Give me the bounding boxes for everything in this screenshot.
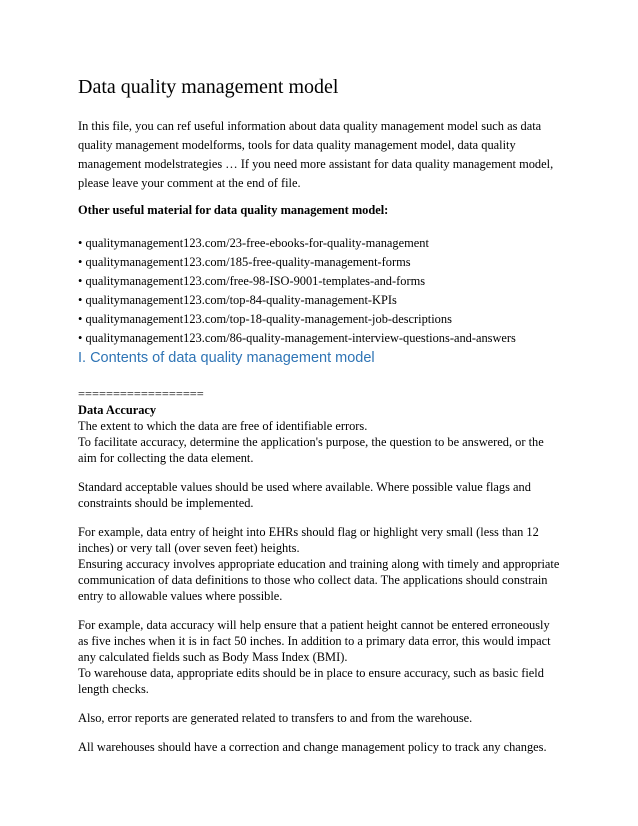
accuracy-line: length checks. (78, 682, 149, 696)
intro-line: quality management modelforms, tools for data quality management model, data quality (78, 138, 516, 152)
link-item[interactable]: • qualitymanagement123.com/top-18-quality-management-job-descriptions (78, 310, 564, 329)
links-list (78, 234, 564, 348)
accuracy-line: To warehouse data, appropriate edits should be in place to ensure accuracy, such as basic field (78, 666, 544, 680)
link-item[interactable]: • qualitymanagement123.com/86-quality-management-interview-questions-and-answers (78, 329, 564, 348)
accuracy-line: entry to allowable values where possible. (78, 589, 283, 603)
accuracy-line: as five inches when it is in fact 50 inches. In addition to a primary data error, this would impact (78, 634, 551, 648)
accuracy-line: aim for collecting the data element. (78, 451, 254, 465)
link-item[interactable]: • qualitymanagement123.com/185-free-quality-management-forms (78, 253, 564, 272)
accuracy-line: The extent to which the data are free of identifiable errors. (78, 419, 368, 433)
accuracy-line: Ensuring accuracy involves appropriate education and training along with timely and appropriate (78, 557, 560, 571)
section-heading: I. Contents of data quality management model (78, 350, 375, 366)
intro-line: In this file, you can ref useful information about data quality management model such as data (78, 119, 542, 133)
accuracy-line: communication of data definitions to those who collect data. The applications should constrain (78, 573, 548, 587)
links-list-container (78, 234, 564, 348)
data-accuracy-section (78, 386, 568, 755)
accuracy-line: any calculated fields such as Body Mass Index (BMI). (78, 650, 348, 664)
other-material-heading: Other useful material for data quality management model: (78, 203, 389, 217)
accuracy-line: All warehouses should have a correction and change management policy to track any changes. (78, 740, 547, 754)
accuracy-line: Standard acceptable values should be used where available. Where possible value flags and (78, 480, 531, 494)
intro-line: please leave your comment at the end of file. (78, 176, 301, 190)
link-item[interactable]: • qualitymanagement123.com/top-84-quality-management-KPIs (78, 291, 564, 310)
accuracy-line: Also, error reports are generated related to transfers to and from the warehouse. (78, 711, 473, 725)
accuracy-line: To facilitate accuracy, determine the application's purpose, the question to be answered, or the (78, 435, 544, 449)
document-title: Data quality management model (78, 76, 339, 98)
link-item[interactable]: • qualitymanagement123.com/free-98-ISO-9001-templates-and-forms (78, 272, 564, 291)
accuracy-line: inches) or very tall (over seven feet) heights. (78, 541, 300, 555)
intro-line: management modelstrategies … If you need more assistant for data quality management model, (78, 157, 554, 171)
link-item[interactable]: • qualitymanagement123.com/23-free-ebooks-for-quality-management (78, 234, 564, 253)
separator-line: ================== (78, 387, 204, 401)
accuracy-line: For example, data entry of height into EHRs should flag or highlight very small (less than 12 (78, 525, 539, 539)
accuracy-line: For example, data accuracy will help ensure that a patient height cannot be entered erroneously (78, 618, 550, 632)
accuracy-line: constraints should be implemented. (78, 496, 254, 510)
intro-paragraph (78, 117, 564, 193)
accuracy-heading: Data Accuracy (78, 403, 157, 417)
